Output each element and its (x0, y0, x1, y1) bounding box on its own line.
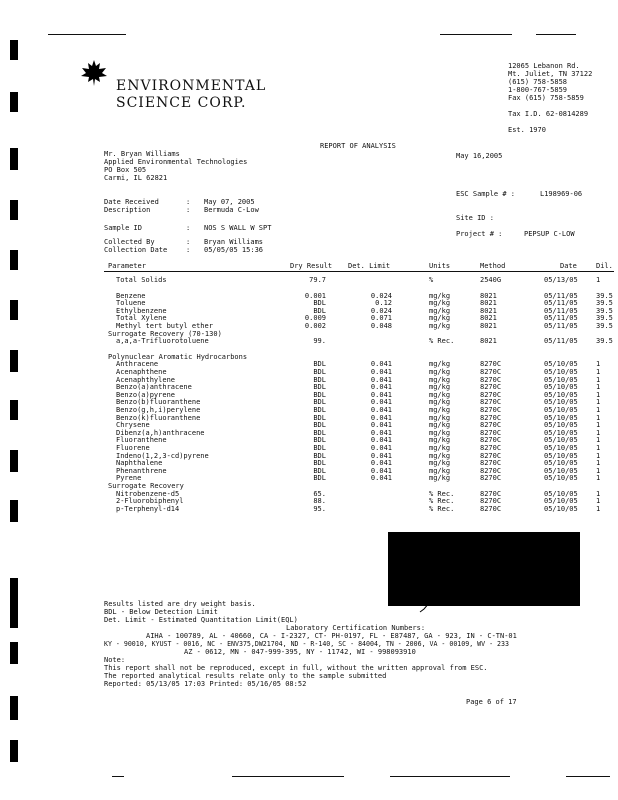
cell-parameter: Fluoranthene (116, 436, 167, 445)
cell-dil: 1 (596, 413, 601, 422)
table-row (0, 276, 618, 284)
site-id-label: Site ID : (456, 214, 494, 222)
binding-mark (10, 642, 18, 664)
cell-parameter: Fluorene (116, 444, 150, 452)
binding-mark (10, 40, 18, 60)
cell-date: 05/10/05 (544, 383, 578, 392)
note-label: Note: (104, 656, 126, 664)
address-line: Mt. Juliet, TN 37122 (508, 70, 593, 78)
sample-info-value: May 07, 2005 (204, 198, 255, 206)
cell-result: BDL (313, 375, 326, 384)
cell-parameter: Naphthalene (116, 459, 163, 468)
cell-result: BDL (313, 451, 326, 460)
cell-units: mg/kg (429, 299, 451, 308)
disclaimer-line: The reported analytical results relate only to the sample submitted (104, 672, 387, 680)
cell-method: 8270C (480, 428, 502, 437)
cell-result: BDL (313, 406, 326, 414)
cell-dil: 1 (596, 276, 601, 284)
tax-id: Tax I.D. 62-0814289 (508, 110, 589, 118)
top-rule-far-right (536, 34, 576, 35)
cell-parameter: Surrogate Recovery (108, 482, 184, 490)
cell-units: mg/kg (429, 360, 451, 369)
column-units: Units (429, 262, 451, 270)
cell-units: mg/kg (429, 436, 451, 445)
cell-dil: 1 (596, 444, 601, 452)
cell-limit: 0.024 (370, 291, 392, 300)
cell-units: mg/kg (429, 398, 451, 407)
column-parameter: Parameter (108, 262, 146, 270)
cell-date: 05/10/05 (544, 360, 578, 369)
cell-result: 88. (313, 497, 326, 506)
cell-date: 05/10/05 (544, 489, 578, 498)
cell-limit: 0.041 (370, 390, 392, 399)
cell-dil: 39.5 (596, 314, 613, 323)
cell-units: mg/kg (429, 291, 451, 300)
cell-date: 05/10/05 (544, 474, 578, 483)
cell-result: BDL (313, 413, 326, 422)
cell-method: 8021 (480, 306, 497, 315)
top-rule-right (440, 34, 512, 35)
cell-result: 0.009 (304, 314, 326, 323)
address-line: 1-800-767-5859 (508, 86, 568, 94)
table-row (0, 505, 618, 513)
cell-method: 8270C (480, 375, 502, 384)
address-line: 12065 Lebanon Rd. (508, 62, 580, 70)
cell-units: mg/kg (429, 368, 451, 376)
table-header (0, 262, 618, 270)
cell-date: 05/13/05 (544, 276, 578, 284)
bottom-rule (112, 776, 124, 777)
client-line: Carmi, IL 62821 (104, 174, 168, 182)
cell-dil: 1 (596, 390, 601, 399)
sample-info-value: 05/05/05 15:36 (204, 246, 264, 254)
cell-method: 8021 (480, 337, 497, 346)
cell-parameter: Surrogate Recovery (70-130) (108, 329, 222, 338)
certifications-title: Laboratory Certification Numbers: (286, 624, 426, 632)
cell-units: mg/kg (429, 474, 451, 483)
cell-parameter: Benzo(a)pyrene (116, 390, 176, 399)
project-value: PEPSUP C-LOW (524, 230, 575, 238)
cell-parameter: Pyrene (116, 474, 142, 483)
cell-dil: 1 (596, 421, 601, 430)
cell-dil: 1 (596, 428, 601, 437)
column-dil: Dil. (596, 262, 613, 270)
cell-units: mg/kg (429, 451, 451, 460)
cell-date: 05/10/05 (544, 413, 578, 422)
cell-parameter: Polynuclear Aromatic Hydrocarbons (108, 352, 248, 361)
table-row (0, 337, 618, 345)
cell-parameter: p-Terphenyl-d14 (116, 504, 180, 513)
cell-date: 05/10/05 (544, 375, 578, 384)
cell-method: 8270C (480, 398, 502, 407)
cell-date: 05/10/05 (544, 444, 578, 452)
cell-date: 05/10/05 (544, 436, 578, 445)
sample-info-label: Collected By (104, 238, 155, 246)
cell-date: 05/11/05 (544, 337, 578, 346)
cell-limit: 0.041 (370, 451, 392, 460)
address-line: Fax (615) 758-5859 (508, 94, 584, 102)
cell-dil: 1 (596, 398, 601, 407)
cell-units: mg/kg (429, 444, 451, 452)
cell-dil: 1 (596, 466, 601, 475)
sample-info-label: Collection Date (104, 246, 168, 254)
sample-info-colon: : (186, 224, 191, 232)
cell-limit: 0.041 (370, 474, 392, 483)
cell-date: 05/10/05 (544, 406, 578, 414)
cell-method: 8270C (480, 383, 502, 392)
cell-dil: 39.5 (596, 322, 613, 330)
cell-units: mg/kg (429, 421, 451, 430)
cell-dil: 39.5 (596, 299, 613, 308)
cell-units: mg/kg (429, 459, 451, 468)
cell-method: 8270C (480, 466, 502, 475)
cell-method: 8270C (480, 504, 502, 513)
cell-dil: 1 (596, 436, 601, 445)
cell-dil: 1 (596, 474, 601, 483)
bottom-rule (232, 776, 344, 777)
cell-parameter: Indeno(1,2,3-cd)pyrene (116, 451, 209, 460)
sample-info-value: Bermuda C-Low (204, 206, 259, 214)
cell-date: 05/10/05 (544, 497, 578, 506)
cell-parameter: Benzo(b)fluoranthene (116, 398, 201, 407)
cell-result: 79.7 (309, 276, 326, 284)
cell-limit: 0.041 (370, 421, 392, 430)
cell-result: BDL (313, 421, 326, 430)
cell-limit: 0.041 (370, 398, 392, 407)
cell-units: mg/kg (429, 413, 451, 422)
cell-units: mg/kg (429, 466, 451, 475)
cell-result: BDL (313, 466, 326, 475)
bottom-rule (390, 776, 510, 777)
cell-units: mg/kg (429, 428, 451, 437)
cell-result: BDL (313, 474, 326, 483)
certification-line: KY - 90010, KYUST - 0016, NC - ENV375,DW21704, ND - R-140, SC - 84004, TN - 2006, VA - 00109, WV - 233 (104, 640, 509, 648)
column-date: Date (560, 262, 577, 270)
cell-units: mg/kg (429, 383, 451, 392)
cell-parameter: Ethylbenzene (116, 306, 167, 315)
cell-result: 65. (313, 489, 326, 498)
cell-date: 05/11/05 (544, 322, 578, 330)
cell-units: % Rec. (429, 489, 455, 498)
cell-method: 8270C (480, 406, 502, 414)
cell-parameter: a,a,a-Trifluorotoluene (116, 337, 209, 346)
reported-line: Reported: 05/13/05 17:03 Printed: 05/16/05 08:52 (104, 680, 307, 688)
cell-parameter: Phenanthrene (116, 466, 167, 475)
address-line: (615) 758-5858 (508, 78, 568, 86)
cell-units: % (429, 276, 434, 284)
cell-date: 05/10/05 (544, 428, 578, 437)
esc-sample-value: L198969-06 (540, 190, 583, 198)
cell-result: BDL (313, 436, 326, 445)
cell-units: mg/kg (429, 375, 451, 384)
cell-result: BDL (313, 459, 326, 468)
cell-parameter: Acenaphthene (116, 368, 167, 376)
cell-units: mg/kg (429, 322, 451, 330)
cell-units: % Rec. (429, 504, 455, 513)
cell-units: mg/kg (429, 390, 451, 399)
sample-info-colon: : (186, 246, 191, 254)
cell-parameter: Benzo(g,h,i)perylene (116, 406, 201, 414)
cell-dil: 1 (596, 497, 601, 506)
client-line: PO Box 505 (104, 166, 147, 174)
report-title: REPORT OF ANALYSIS (320, 142, 396, 150)
sample-info-value: Bryan Williams (204, 238, 264, 246)
cell-method: 8021 (480, 322, 497, 330)
cell-parameter: Benzene (116, 291, 146, 300)
cell-limit: 0.048 (370, 322, 392, 330)
cell-date: 05/10/05 (544, 459, 578, 468)
signature-tick-icon (418, 600, 432, 614)
cell-limit: 0.041 (370, 436, 392, 445)
column-result: Dry Result (290, 262, 333, 270)
cell-limit: 0.041 (370, 368, 392, 376)
binding-mark (10, 92, 18, 112)
cell-parameter: Chrysene (116, 421, 150, 430)
cell-limit: 0.041 (370, 428, 392, 437)
cell-method: 8270C (480, 368, 502, 376)
bottom-rule (566, 776, 610, 777)
binding-mark (10, 578, 18, 628)
cell-parameter: Toluene (116, 299, 146, 308)
cell-units: mg/kg (429, 406, 451, 414)
cell-parameter: Acenaphthylene (116, 375, 176, 384)
cell-dil: 1 (596, 504, 601, 513)
cell-dil: 1 (596, 360, 601, 369)
cell-date: 05/10/05 (544, 390, 578, 399)
cell-limit: 0.041 (370, 413, 392, 422)
certification-line: AIHA - 100789, AL - 40660, CA - I-2327, CT- PH-0197, FL - E87487, GA - 923, IN - C-TN-01 (146, 632, 517, 640)
cell-result: BDL (313, 390, 326, 399)
cell-parameter: Total Solids (116, 276, 167, 284)
esc-sample-label: ESC Sample # : (456, 190, 516, 198)
cell-result: BDL (313, 398, 326, 407)
cell-dil: 1 (596, 383, 601, 392)
company-name-line2: SCIENCE CORP. (116, 95, 247, 111)
note-line: Det. Limit - Estimated Quantitation Limit(EQL) (104, 616, 298, 624)
cell-result: 95. (313, 504, 326, 513)
cell-dil: 1 (596, 489, 601, 498)
binding-mark (10, 696, 18, 720)
cell-method: 8270C (480, 497, 502, 506)
cell-result: 0.002 (304, 322, 326, 330)
sample-info-colon: : (186, 238, 191, 246)
cell-method: 8270C (480, 436, 502, 445)
cell-method: 8270C (480, 444, 502, 452)
cell-limit: 0.12 (375, 299, 392, 308)
cell-parameter: Benzo(a)anthracene (116, 383, 192, 392)
cell-result: BDL (313, 368, 326, 376)
cell-date: 05/11/05 (544, 314, 578, 323)
cell-date: 05/11/05 (544, 299, 578, 308)
cell-method: 8270C (480, 390, 502, 399)
header-rule (104, 271, 614, 272)
client-line: Applied Environmental Technologies (104, 158, 248, 166)
report-date: May 16,2005 (456, 152, 503, 160)
established: Est. 1970 (508, 126, 546, 134)
cell-units: mg/kg (429, 314, 451, 323)
client-line: Mr. Bryan Williams (104, 150, 180, 158)
cell-dil: 1 (596, 451, 601, 460)
cell-result: BDL (313, 360, 326, 369)
cell-parameter: Dibenz(a,h)anthracene (116, 428, 205, 437)
cell-method: 8021 (480, 291, 497, 300)
cell-limit: 0.041 (370, 466, 392, 475)
cell-method: 2540G (480, 276, 502, 284)
cell-limit: 0.071 (370, 314, 392, 323)
sample-info-label: Sample ID (104, 224, 142, 232)
cell-method: 8270C (480, 413, 502, 422)
cell-limit: 0.041 (370, 406, 392, 414)
column-limit: Det. Limit (348, 262, 391, 270)
cell-result: BDL (313, 299, 326, 308)
cell-date: 05/10/05 (544, 466, 578, 475)
cell-result: BDL (313, 428, 326, 437)
certification-line: AZ - 0612, MN - 047-999-395, NY - 11742, WI - 998093910 (184, 648, 416, 656)
cell-limit: 0.024 (370, 306, 392, 315)
cell-dil: 1 (596, 368, 601, 376)
cell-dil: 1 (596, 406, 601, 414)
cell-dil: 39.5 (596, 337, 613, 346)
cell-units: % Rec. (429, 497, 455, 506)
cell-method: 8021 (480, 299, 497, 308)
sample-info-label: Description (104, 206, 151, 214)
sample-info-label: Date Received (104, 198, 159, 206)
top-rule-left (48, 34, 126, 35)
cell-result: BDL (313, 306, 326, 315)
note-line: Results listed are dry weight basis. (104, 600, 256, 608)
cell-method: 8270C (480, 474, 502, 483)
cell-method: 8270C (480, 451, 502, 460)
cell-date: 05/10/05 (544, 504, 578, 513)
cell-date: 05/11/05 (544, 291, 578, 300)
binding-mark (10, 740, 18, 762)
cell-units: mg/kg (429, 306, 451, 315)
cell-parameter: Nitrobenzene-d5 (116, 489, 180, 498)
page-number: Page 6 of 17 (466, 698, 517, 706)
sample-info-colon: : (186, 206, 191, 214)
cell-limit: 0.041 (370, 444, 392, 452)
cell-dil: 39.5 (596, 306, 613, 315)
cell-parameter: Total Xylene (116, 314, 167, 323)
cell-date: 05/10/05 (544, 368, 578, 376)
cell-limit: 0.041 (370, 383, 392, 392)
company-name-line1: ENVIRONMENTAL (116, 78, 267, 94)
cell-date: 05/10/05 (544, 451, 578, 460)
note-line: BDL - Below Detection Limit (104, 608, 218, 616)
cell-limit: 0.041 (370, 375, 392, 384)
cell-date: 05/10/05 (544, 398, 578, 407)
cell-units: % Rec. (429, 337, 455, 346)
cell-result: BDL (313, 444, 326, 452)
cell-dil: 1 (596, 459, 601, 468)
cell-method: 8270C (480, 489, 502, 498)
sample-info-value: NOS S WALL W SPT (204, 224, 272, 232)
cell-parameter: Methyl tert butyl ether (116, 322, 213, 330)
cell-date: 05/10/05 (544, 421, 578, 430)
redacted-signature-box (388, 532, 580, 606)
cell-date: 05/11/05 (544, 306, 578, 315)
cell-parameter: 2-Fluorobiphenyl (116, 497, 184, 506)
cell-method: 8270C (480, 459, 502, 468)
sample-info-colon: : (186, 198, 191, 206)
binding-mark (10, 148, 18, 170)
cell-result: 99. (313, 337, 326, 346)
cell-parameter: Anthracene (116, 360, 159, 369)
cell-parameter: Benzo(k)fluoranthene (116, 413, 201, 422)
maple-leaf-icon (80, 60, 108, 86)
cell-result: 0.001 (304, 291, 326, 300)
cell-method: 8270C (480, 421, 502, 430)
cell-limit: 0.041 (370, 459, 392, 468)
cell-result: BDL (313, 383, 326, 392)
project-label: Project # : (456, 230, 503, 238)
binding-mark (10, 200, 18, 220)
cell-dil: 39.5 (596, 291, 613, 300)
cell-method: 8021 (480, 314, 497, 323)
disclaimer-line: This report shall not be reproduced, except in full, without the written approval from ESC. (104, 664, 488, 672)
column-method: Method (480, 262, 506, 270)
cell-limit: 0.041 (370, 360, 392, 369)
cell-method: 8270C (480, 360, 502, 369)
cell-dil: 1 (596, 375, 601, 384)
